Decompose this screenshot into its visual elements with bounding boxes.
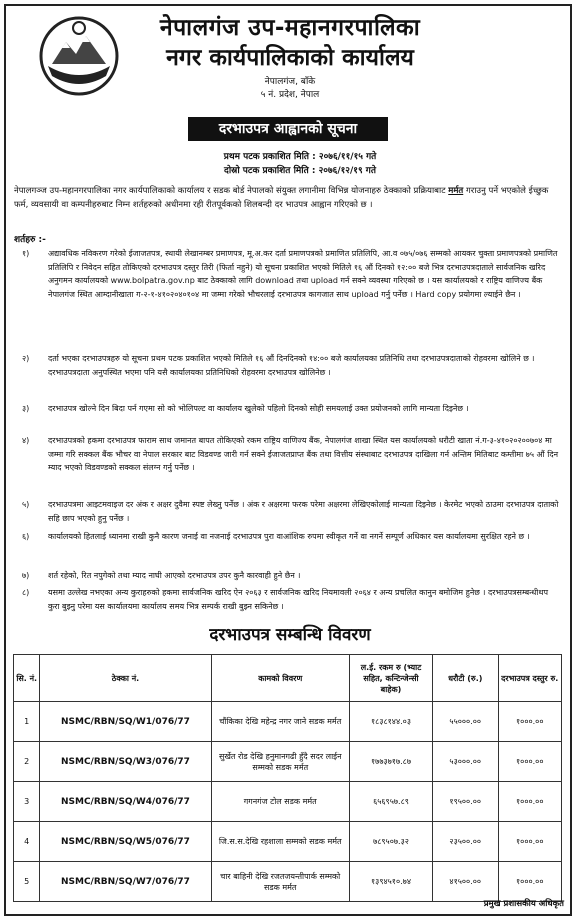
cell-work-description: गगनगंज टोल सडक मर्मत: [211, 782, 349, 822]
condition-text: दरभाउपत्र खोल्ने दिन बिदा पर्न गएमा सो को भोलिपल्ट वा कार्यालय खुलेको पहिलो दिनको सोही समयलाई उक्त प्रयोजनको लागि मान्यता दिइनेछ ।: [48, 404, 469, 413]
publication-dates: [150, 150, 450, 178]
column-header-sn: सि. नं.: [14, 655, 40, 702]
cell-work-description: चार बाहिनी देखि रजतजयन्तीपार्क सम्मको सडक मर्मत: [211, 862, 349, 902]
condition-text: दरभाउपत्रको हकमा दरभाउपत्र फाराम साथ जमानत बापत तोकिएको रकम राष्ट्रिय वाणिज्य बैंक, नेपालगंज शाखा स्थित यस कार्यालयको धरौटी खाता नं.ग-३-४१०२०२००७०४ मा जम्मा गरि सक्कल बैंक भौचर वा नेपाल सरकार बाट विडवण्ड जारी गर्न सक्ने ईजाजतप्राप्त बैंक तथा वित्तीय संस्थाबाट दरभाउपत्र दाखिला गर्न अन्तिम मितिबाट कम्तीमा ७५ औं दिन म्याद भएको विडवण्डको सक्कल संलग्न गर्नु पर्नेछ ।: [48, 436, 559, 472]
cell-sn: 3: [14, 782, 40, 822]
cell-estimated-amount: १३९४५१०.७४: [349, 862, 432, 902]
cell-deposit: ५३०००.००: [433, 742, 499, 782]
condition-item: [14, 402, 562, 416]
office-name: नगर कार्यपालिकाको कार्यालय: [166, 45, 414, 71]
cell-contract-no: NSMC/RBN/SQ/W4/076/77: [40, 782, 211, 822]
condition-text: यसमा उल्लेख नभएका अन्य कुराहरुको हकमा सार्वजनिक खरिद ऐन २०६३ र सार्वजनिक खरिद नियमावली २०६४ र अन्य प्रचलित कानुन बमोजिम हुनेछ । दरभाउपत्रसम्बन्धीथप कुरा बुझ्नु परेमा यस कार्यालयमा कार्यालय समय भित्र सम्पर्क राखी बुझ्न सकिनेछ ।: [48, 588, 548, 611]
table-row: [14, 862, 562, 902]
condition-number: ५): [22, 500, 30, 509]
condition-item: [14, 247, 562, 301]
cell-sn: 5: [14, 862, 40, 902]
cell-work-description: सुर्खेत रोड देखि हनुमानगढी हुँदै सदर लाईन सम्मको सडक मर्मत: [211, 742, 349, 782]
conditions-heading: शर्तहरु :-: [14, 235, 46, 245]
cell-contract-no: NSMC/RBN/SQ/W1/076/77: [40, 702, 211, 742]
intro-text-before: नेपालगञ्ज उप-महानगरपालिका नगर कार्यपालिकाको कार्यालय र सडक बोर्ड नेपालको संयुक्त लगानीमा विभिन्न योजनाहरु ठेक्काको प्रक्रियाबाट: [14, 186, 446, 196]
cell-tender-fee: १०००.००: [498, 702, 561, 742]
intro-text-bold: मर्मत: [448, 186, 464, 196]
cell-estimated-amount: १७७३७१७.८७: [349, 742, 432, 782]
column-header-deposit: धरौटी (रु.): [433, 655, 499, 702]
condition-number: ३): [22, 404, 30, 413]
table-header-row: [14, 655, 562, 702]
tender-details-table: [13, 654, 562, 902]
cell-contract-no: NSMC/RBN/SQ/W7/076/77: [40, 862, 211, 902]
condition-number: ६): [22, 532, 30, 541]
table-row: [14, 702, 562, 742]
cell-sn: 4: [14, 822, 40, 862]
column-header-work-description: कामको विवरण: [211, 655, 349, 702]
details-heading: दरभाउपत्र सम्बन्धि विवरण: [209, 625, 371, 645]
table-row: [14, 782, 562, 822]
condition-item: [14, 586, 562, 613]
column-header-estimated-amount: ल.ई. रकम रु (भ्याट सहित, कन्टिन्जेन्सी बाहेक): [349, 655, 432, 702]
nepal-emblem-icon: [38, 14, 120, 98]
intro-text-after: गराउनु पर्ने भएकोले ईच्छुक फर्म, व्यवसायी वा कम्पनीहरुबाट निम्न शर्तहरुको अधीनमा रही रीतपूर्वकको शिलबन्दी दर भाउपत्र आह्वान गरिएको छ ।: [14, 186, 549, 210]
first-publication: प्रथम पटक प्रकाशित मिति : २०७६/११/१५ गते: [223, 152, 377, 162]
cell-deposit: ४१५००.००: [433, 862, 499, 902]
cell-tender-fee: १०००.००: [498, 862, 561, 902]
cell-contract-no: NSMC/RBN/SQ/W5/076/77: [40, 822, 211, 862]
address-line-1: नेपालगंज, बाँके: [264, 77, 316, 87]
signature-title: प्रमुख प्रशासकीय अधिकृत: [483, 899, 564, 909]
cell-deposit: २३५००.००: [433, 822, 499, 862]
condition-item: [14, 434, 562, 475]
cell-sn: 2: [14, 742, 40, 782]
condition-number: २): [22, 354, 30, 363]
cell-contract-no: NSMC/RBN/SQ/W3/076/77: [40, 742, 211, 782]
condition-number: ७): [22, 571, 30, 580]
condition-number: ८): [22, 588, 30, 597]
notice-title: दरभाउपत्र आह्वानको सूचना: [188, 117, 388, 141]
condition-item: [14, 498, 562, 525]
condition-number: ४): [22, 436, 30, 445]
cell-estimated-amount: ७८९५०७.३२: [349, 822, 432, 862]
cell-work-description: जि.स.स.देखि रहशाला सम्मको सडक मर्मत: [211, 822, 349, 862]
municipality-name: नेपालगंज उप-महानगरपालिका: [159, 15, 421, 41]
cell-estimated-amount: ६५६९५७.८९: [349, 782, 432, 822]
condition-item: [14, 530, 562, 544]
intro-paragraph: [14, 184, 562, 212]
column-header-contract-no: ठेक्का नं.: [40, 655, 211, 702]
cell-estimated-amount: १८३८१४४.०३: [349, 702, 432, 742]
condition-number: १): [22, 249, 30, 258]
condition-text: दरभाउपत्रमा आइटमवाइज दर अंक र अक्षर दुवैमा स्पष्ट लेख्नु पर्नेछ । अंक र अक्षरमा फरक परेमा अक्षरमा लेखिएकोलाई मान्यता दिइनेछ । केरमेट भएको ठाउमा दरभाउपत्र दाताको सहि छाप भएको हुनु पर्नेछ ।: [48, 500, 559, 523]
condition-text: कार्यालयको हितलाई ध्यानमा राखी कुनै कारण जनाई वा नजनाई दरभाउपत्र पुरा वाआंशिक रुपमा स्वीकृत गर्ने वा नगर्ने सम्पूर्ण अधिकार यस कार्यालयमा सुरक्षित रहने छ ।: [48, 532, 530, 541]
condition-text: अद्यावधिक नविकरण गरेको ईजाजतपत्र, स्थायी लेखानम्बर प्रमाणपत्र, मू.अ.कर दर्ता प्रमाणपत्रको प्रमाणित प्रतिलिपि, आ.व ०७५/०७६ सम्मको आयकर चुक्ता प्रमाणपत्रको प्रमाणित प्रतिलिपि र निवेदन सहित तोकिएको दरभाउपत्र दस्तुर तिरी (फिर्ता नहुने) यो सूचना प्रकाशित भएको मितिले १६ औं दिनको १२:०० बजे भित्र दरभाउपत्रदाताले सार्वजनिक खरिद अनुगमन कार्यालयको www.bolpatra.gov.np बाट ठेक्काको लागि download तथा upload गर्न सक्ने व्यवस्था गरिएको छ । यस कार्यालयको र राष्ट्रिय वाणिज्य बैंक नेपालगंज स्थित आम्दानीखाता ग-२-१-४१०२०४०१०४ मा जम्मा गरेको भौचरलाई दरभाउपत्र कागजात साथ upload गर्नु पर्नेछ । Hard copy प्रयोगमा ल्याईने छैन ।: [48, 249, 558, 299]
second-publication: दोस्रो पटक प्रकाशित मिति : २०७६/१२/१९ गते: [224, 166, 376, 176]
column-header-tender-fee: दरभाउपत्र दस्तुर रु.: [498, 655, 561, 702]
condition-text: शर्त रहेको, रित नपुगेको तथा म्याद नाघी आएको दरभाउपत्र उपर कुनै कारवाही हुने छैन ।: [48, 571, 301, 580]
office-address: [120, 76, 460, 102]
cell-tender-fee: १०००.००: [498, 742, 561, 782]
cell-tender-fee: १०००.००: [498, 782, 561, 822]
address-line-2: ५ नं. प्रदेश, नेपाल: [260, 90, 320, 100]
condition-item: [14, 352, 562, 379]
table-row: [14, 822, 562, 862]
cell-deposit: १९५००.००: [433, 782, 499, 822]
table-row: [14, 742, 562, 782]
condition-text: दर्ता भएका दरभाउपत्रहरु यो सूचना प्रथम पटक प्रकाशित भएको मितिले १६ औं दिनदिनको १४:०० बजे कार्यालयका प्रतिनिधि तथा दरभाउपत्रदाताको रोहवरमा खोलिने छ । दरभाउपत्रदाता अनुपस्थित भएमा पनि यसै कार्यालयका प्रतिनिधिको रोहवरमा दरभाउपत्र खोलिनेछ ।: [48, 354, 535, 377]
cell-sn: 1: [14, 702, 40, 742]
cell-tender-fee: १०००.००: [498, 822, 561, 862]
cell-deposit: ५५०००.००: [433, 702, 499, 742]
cell-work-description: चौंकिका देखि महेन्द्र नगर जाने सडक मर्मत: [211, 702, 349, 742]
condition-item: [14, 569, 562, 583]
